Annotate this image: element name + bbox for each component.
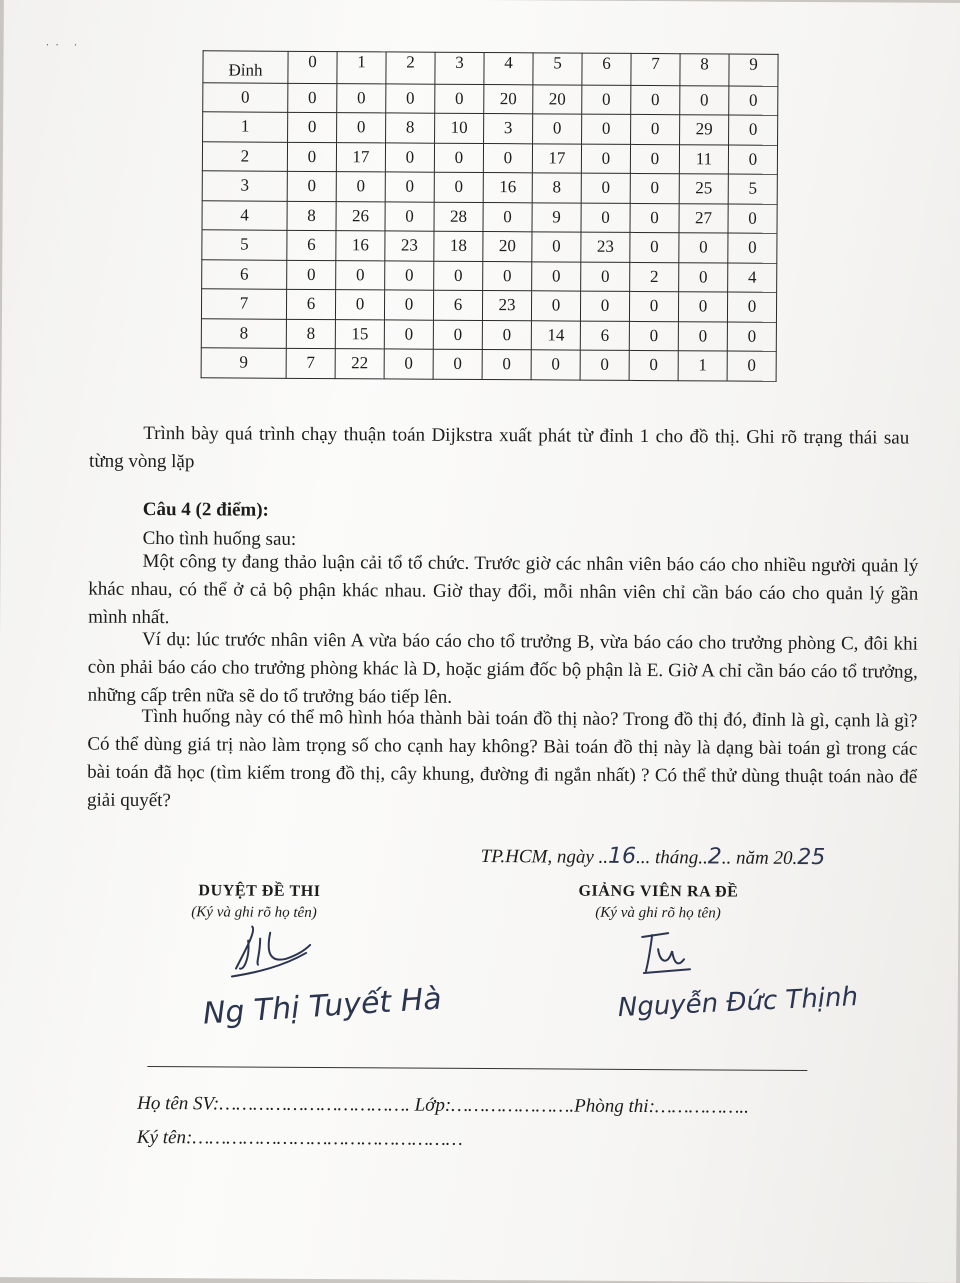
table-cell: 0 [287, 171, 336, 201]
table-cell: 0 [728, 233, 777, 263]
paper-speck-marks: ·· · [45, 39, 84, 52]
table-cell: 26 [336, 201, 385, 231]
student-sign-line [137, 1127, 463, 1151]
column-header: 4 [484, 53, 533, 85]
table-cell: 0 [729, 86, 778, 116]
table-cell: 4 [728, 263, 777, 293]
table-cell: 0 [288, 83, 337, 113]
table-cell: 0 [630, 203, 679, 233]
table-cell: 23 [482, 291, 531, 321]
column-header: 3 [435, 52, 484, 84]
scenario-paragraph-2: Ví dụ: lúc trước nhân viên A vừa báo cáo cho tổ trưởng B, vừa báo cáo cho trưởng phòng C, đôi khi còn phải báo cáo cho trưởng phòng khác là D, hoặc giám đốc bộ phận là E. Giờ A chỉ cần báo cáo tổ trưởng, những cấp trên nữa sẽ do tổ trưởng báo tiếp lên. [87, 628, 919, 708]
table-cell: 0 [729, 115, 778, 145]
table-row [202, 230, 777, 263]
table-cell: 17 [336, 142, 385, 172]
date-mid2: .. năm 20. [721, 847, 798, 869]
lecturer-signature-mark [638, 929, 698, 979]
table-cell: 29 [680, 115, 729, 145]
table-cell: 0 [581, 144, 630, 174]
table-cell: 0 [435, 84, 484, 114]
column-header: 9 [729, 54, 778, 86]
table-cell: 27 [679, 203, 728, 233]
table-cell: 0 [532, 261, 581, 291]
scenario-intro: Cho tình huống sau: [142, 527, 297, 550]
table-cell: 0 [385, 201, 434, 231]
row-header: 3 [202, 171, 287, 201]
table-row [202, 171, 777, 204]
row-header: 0 [203, 82, 288, 112]
table-cell: 5 [728, 174, 777, 204]
date-mid: ... tháng.. [636, 846, 708, 869]
table-cell: 6 [433, 290, 482, 320]
table-cell: 0 [482, 320, 531, 350]
table-cell: 14 [531, 320, 580, 350]
column-header: 6 [582, 53, 631, 85]
table-cell: 0 [335, 290, 384, 320]
student-sign-blank[interactable]: ………………………………………… [192, 1127, 463, 1150]
date-year-handwritten: 25 [797, 844, 826, 871]
table-cell: 0 [385, 260, 434, 290]
column-header: 7 [631, 53, 680, 85]
table-cell: 18 [434, 231, 483, 261]
row-header: 2 [202, 141, 287, 171]
table-cell: 0 [727, 322, 776, 352]
table-corner-header: Đỉnh [203, 51, 288, 83]
row-header: 9 [201, 348, 286, 378]
row-header: 4 [202, 200, 287, 230]
table-row [203, 112, 778, 145]
table-cell: 20 [483, 232, 532, 262]
table-cell: 6 [286, 289, 335, 319]
table-cell: 0 [336, 172, 385, 202]
table-cell: 0 [728, 204, 777, 234]
approver-signature-name: Ng Thị Tuyết Hà [201, 981, 443, 1032]
table-cell: 0 [581, 262, 630, 292]
column-header: 5 [533, 53, 582, 85]
question-4-title: Câu 4 (2 điểm): [142, 498, 269, 521]
table-cell: 0 [384, 290, 433, 320]
table-cell: 0 [629, 350, 678, 380]
dijkstra-question: Trình bày quá trình chạy thuận toán Dijkstra xuất phát từ đỉnh 1 cho đồ thị. Ghi rõ trạng thái sau từng vòng lặp [89, 422, 910, 473]
table-cell: 0 [678, 292, 727, 322]
table-cell: 0 [483, 143, 532, 173]
table-cell: 0 [532, 232, 581, 262]
table-cell: 0 [630, 173, 679, 203]
exam-date [481, 843, 826, 870]
divider-line [147, 1066, 807, 1071]
table-row [202, 259, 777, 292]
table-body [201, 82, 778, 381]
table-cell: 0 [531, 291, 580, 321]
table-cell: 0 [384, 319, 433, 349]
table-cell: 6 [287, 230, 336, 260]
lecturer-signature-name: Nguyễn Đức Thịnh [617, 982, 859, 1024]
student-name-blank[interactable]: ……………………………. [219, 1093, 410, 1116]
date-month-handwritten: 2 [707, 844, 722, 870]
table-cell: 0 [581, 173, 630, 203]
table-cell: 16 [336, 231, 385, 261]
table-cell: 0 [386, 83, 435, 113]
table-cell: 0 [680, 85, 729, 115]
row-header: 8 [201, 318, 286, 348]
table-row [201, 289, 776, 322]
table-row [201, 318, 776, 351]
table-cell: 0 [679, 262, 728, 292]
table-cell: 0 [631, 114, 680, 144]
adjacency-matrix-table [201, 50, 779, 381]
student-info-line [137, 1093, 749, 1119]
table-cell: 15 [335, 319, 384, 349]
date-prefix: TP.HCM, ngày .. [480, 846, 609, 868]
table-cell: 0 [385, 142, 434, 172]
table-cell: 0 [631, 85, 680, 115]
table-cell: 0 [581, 203, 630, 233]
table-cell: 0 [630, 144, 679, 174]
table-cell: 9 [532, 202, 581, 232]
table-cell: 8 [386, 113, 435, 143]
table-cell: 7 [286, 348, 335, 378]
column-header: 8 [680, 54, 729, 86]
table-cell: 0 [727, 351, 776, 381]
table-cell: 16 [483, 173, 532, 203]
row-header: 6 [202, 259, 287, 289]
table-cell: 0 [336, 260, 385, 290]
row-header: 7 [201, 289, 286, 319]
table-cell: 1 [678, 351, 727, 381]
table-cell: 0 [580, 291, 629, 321]
table-row [203, 82, 778, 115]
table-cell: 0 [482, 350, 531, 380]
exam-room-blank[interactable]: …………….. [654, 1096, 749, 1118]
table-cell: 22 [335, 349, 384, 379]
student-class-blank[interactable]: …………………. [451, 1094, 575, 1117]
table-cell: 0 [385, 172, 434, 202]
table-cell: 6 [580, 321, 629, 351]
table-cell: 17 [532, 143, 581, 173]
table-cell: 11 [679, 144, 728, 174]
table-cell: 23 [581, 232, 630, 262]
table-cell: 0 [288, 112, 337, 142]
scenario-paragraph-1: Một công ty đang thảo luận cải tổ tổ chức. Trước giờ các nhân viên báo cáo cho nhiều người quản lý khác nhau, có thể ở cả bộ phận khác nhau. Giờ thay đổi, mỗi nhân viên chỉ cần báo cáo cho quản lý gần mình nhất. [88, 550, 919, 629]
table-cell: 2 [630, 262, 679, 292]
table-cell: 0 [629, 291, 678, 321]
table-cell: 0 [582, 85, 631, 115]
table-cell: 0 [434, 143, 483, 173]
table-cell: 0 [582, 114, 631, 144]
column-header: 0 [288, 51, 337, 83]
table-cell: 0 [531, 350, 580, 380]
table-cell: 10 [435, 113, 484, 143]
table-cell: 0 [630, 232, 679, 262]
row-header: 1 [203, 112, 288, 142]
table-cell: 23 [385, 231, 434, 261]
table-cell: 0 [483, 202, 532, 232]
table-cell: 0 [679, 233, 728, 263]
table-row [202, 200, 777, 233]
table-cell: 0 [384, 349, 433, 379]
table-cell: 0 [678, 321, 727, 351]
table-cell: 0 [434, 261, 483, 291]
approver-title: DUYỆT ĐỀ THI [198, 882, 321, 901]
table-cell: 0 [728, 145, 777, 175]
table-header-row [203, 51, 778, 86]
table-cell: 0 [337, 83, 386, 113]
table-row [202, 141, 777, 174]
scenario-paragraph-3: Tình huống này có thể mô hình hóa thành bài toán đồ thị nào? Trong đồ thị đó, đỉnh là gì, cạnh là gì? Có thể dùng giá trị nào làm trọng số cho cạnh hay không? Bài toán đồ thị này là dạng bài toán gì trong các bài toán đã học (tìm kiếm trong đồ thị, cây khung, đường đi ngắn nhất) ? Có thể thử dùng thuật toán nào để giải quyết? [86, 705, 918, 812]
table-row [201, 348, 776, 381]
table-cell: 0 [483, 261, 532, 291]
student-sign-label: Ký tên: [136, 1126, 193, 1149]
table-cell: 25 [679, 174, 728, 204]
table-cell: 0 [337, 113, 386, 143]
exam-room-label: Phòng thi: [574, 1095, 656, 1118]
table-cell: 20 [484, 84, 533, 114]
table-cell: 8 [532, 173, 581, 203]
table-cell: 0 [287, 142, 336, 172]
table-cell: 0 [433, 349, 482, 379]
student-name-label: Họ tên SV: [137, 1092, 220, 1115]
table-cell: 8 [287, 201, 336, 231]
table-cell: 3 [484, 114, 533, 144]
table-cell: 0 [433, 320, 482, 350]
table-cell: 28 [434, 202, 483, 232]
column-header: 2 [386, 52, 435, 84]
row-header: 5 [202, 230, 287, 260]
date-day-handwritten: 16 [607, 843, 637, 869]
lecturer-title: GIẢNG VIÊN RA ĐỀ [578, 882, 739, 901]
table-cell: 20 [533, 84, 582, 114]
lecturer-note: (Ký và ghi rõ họ tên) [595, 904, 721, 922]
student-class-label: Lớp: [414, 1094, 452, 1116]
table-cell: 0 [727, 292, 776, 322]
table-cell: 8 [286, 319, 335, 349]
table-cell: 0 [434, 172, 483, 202]
column-header: 1 [337, 52, 386, 84]
approver-signature-mark [226, 918, 316, 983]
table-cell: 0 [629, 321, 678, 351]
approver-note: (Ký và ghi rõ họ tên) [191, 904, 317, 922]
table-cell: 0 [580, 350, 629, 380]
table-cell: 0 [287, 260, 336, 290]
table-cell: 0 [533, 114, 582, 144]
